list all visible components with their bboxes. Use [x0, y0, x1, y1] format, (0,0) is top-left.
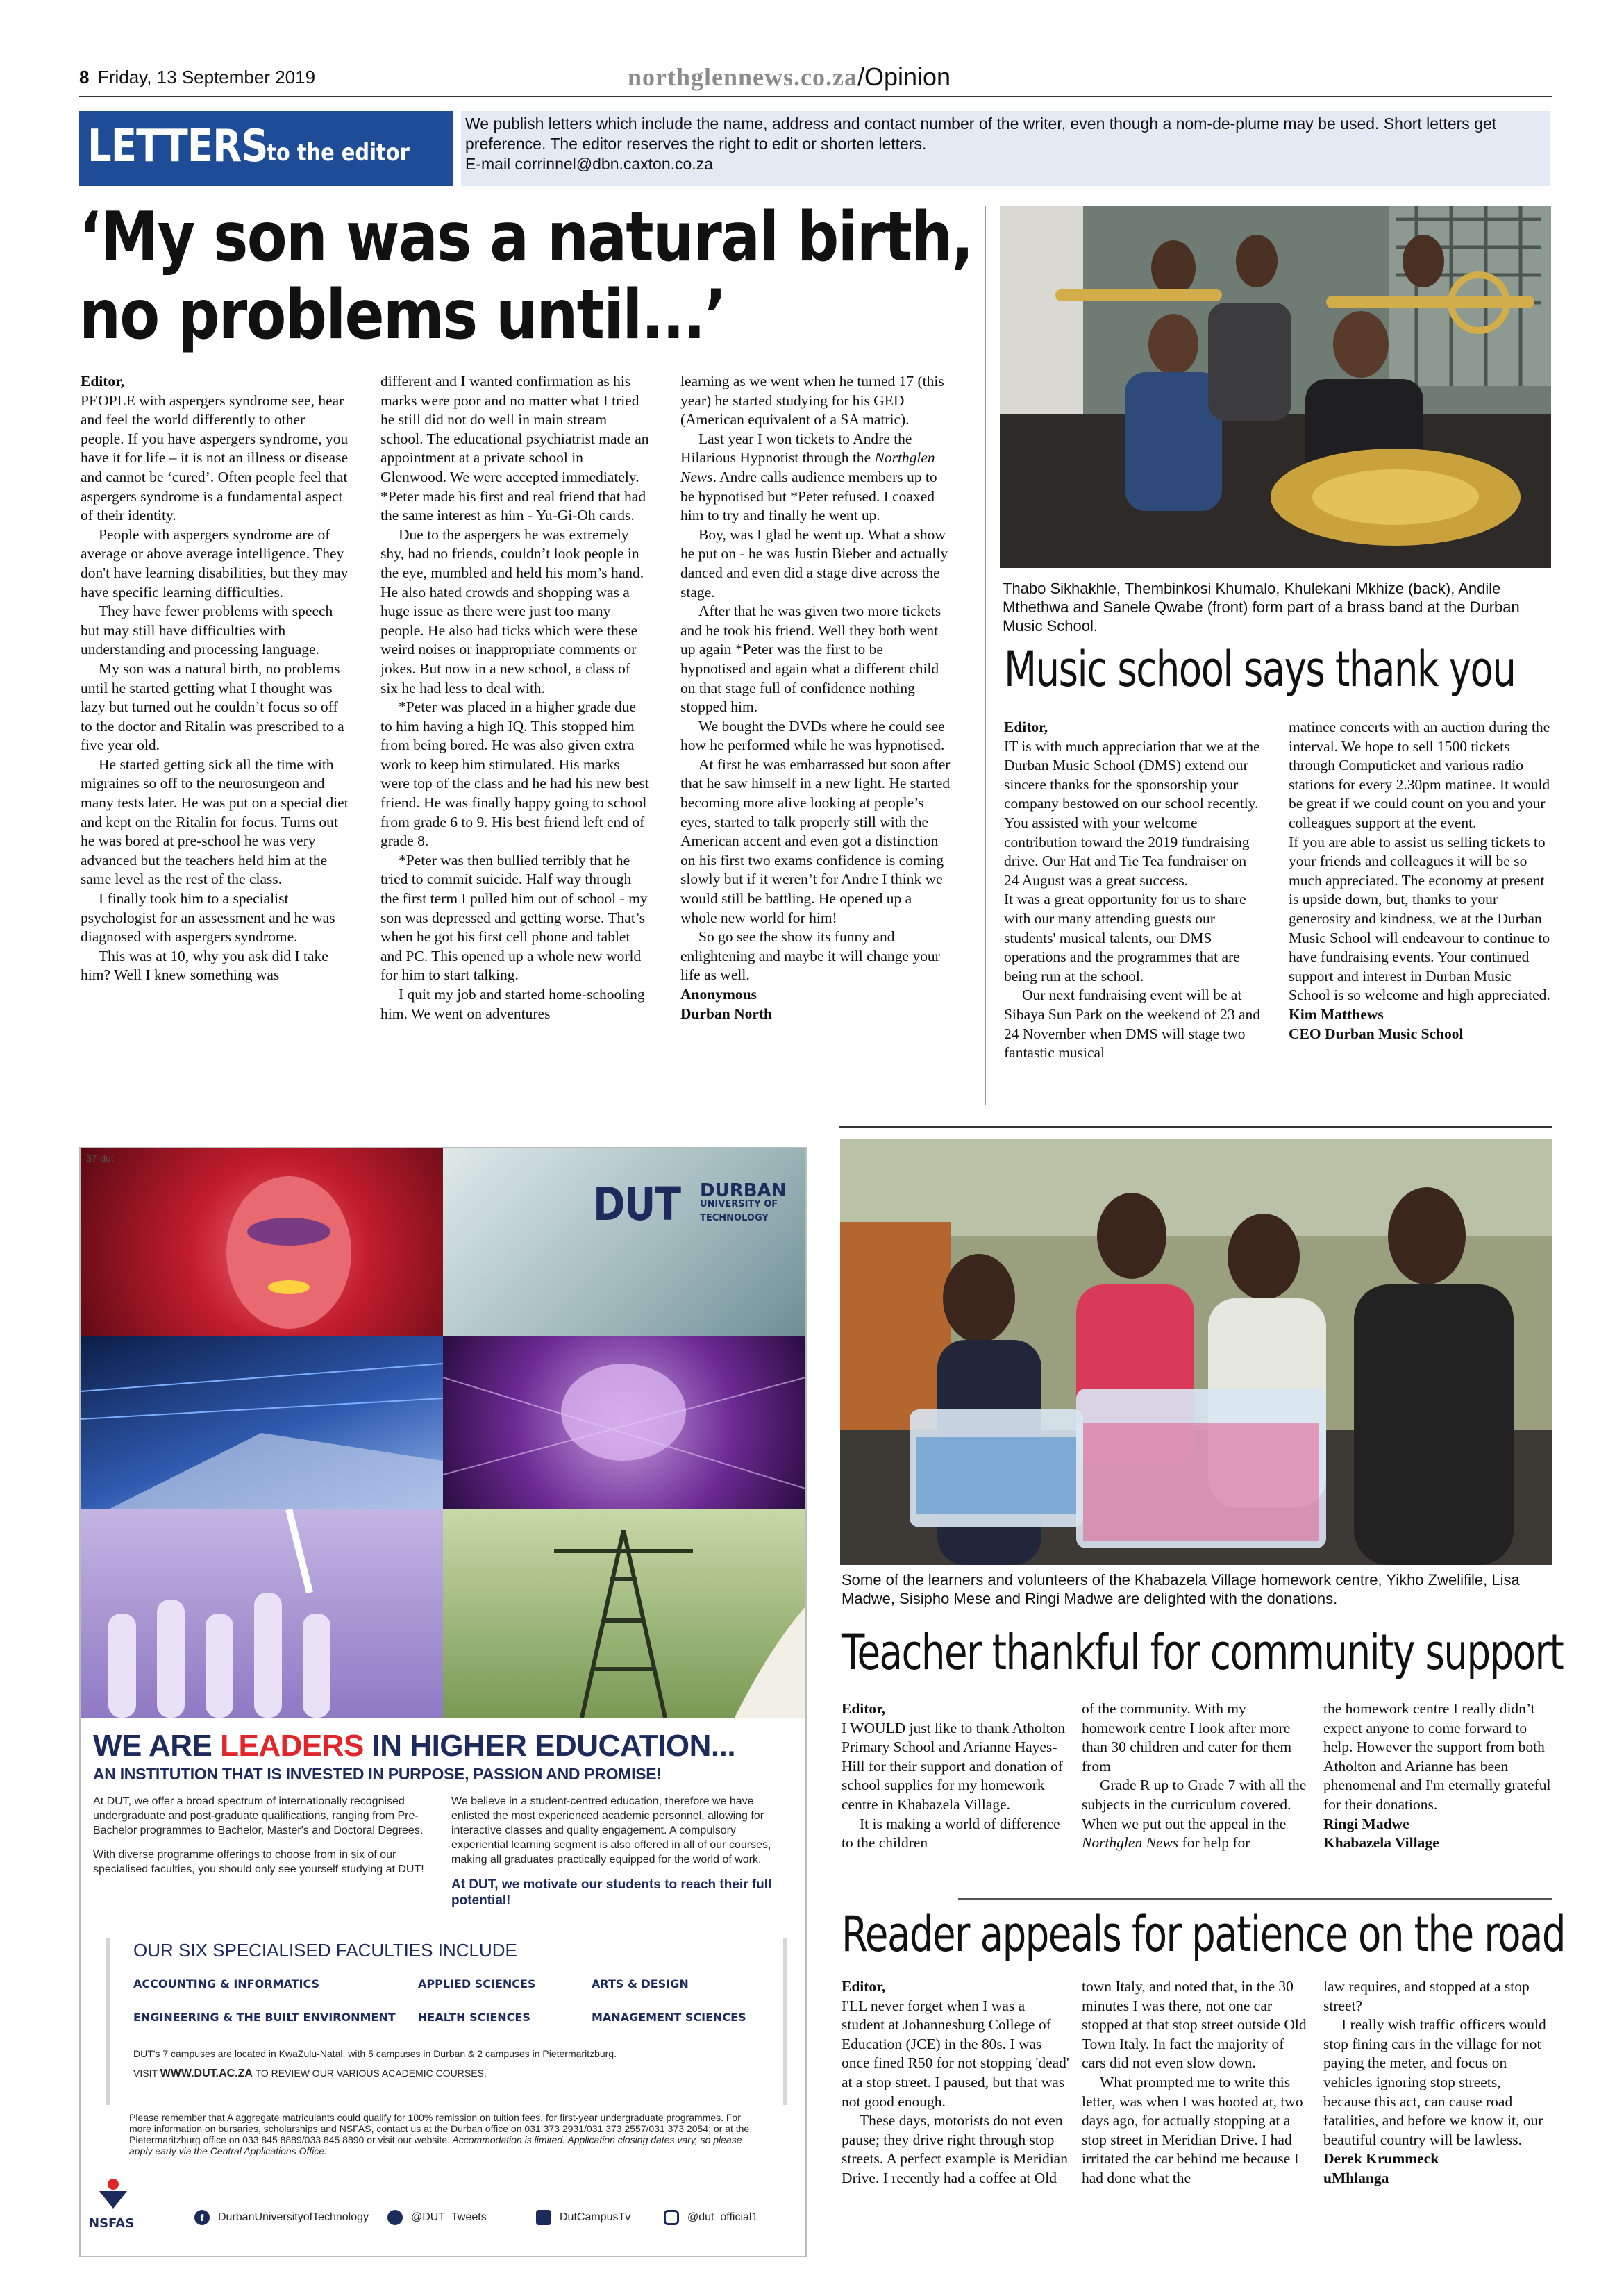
- paragraph: Anonymous: [680, 986, 757, 1003]
- paragraph: Editor,: [81, 373, 125, 389]
- letter1-headline-line1: ‘My son was a natural birth,: [79, 198, 973, 277]
- ad-right-text: [451, 1794, 785, 1909]
- paragraph: I WOULD just like to thank Atholton Primary School and Arianne Hayes-Hill for their support and donation of school supplies for my homework centre in Khabazela Village.: [842, 1719, 1066, 1813]
- faculties-title: OUR SIX SPECIALISED FACULTIES INCLUDE: [133, 1940, 517, 1961]
- reader-headline: Reader appeals for patience on the road: [842, 1906, 1565, 1963]
- page-number: 8: [79, 67, 90, 87]
- faculty-4: ENGINEERING & THE BUILT ENVIRONMENT: [133, 2011, 396, 2024]
- ad-social-bar: [194, 2205, 792, 2230]
- ad-left-p1: At DUT, we offer a broad spectrum of internationally recognised undergraduate and post-graduate qualifications, ranging from Pre-Bachelor programmes to Bachelor, Master's and Doctoral Degrees.: [93, 1795, 424, 1836]
- dut-logo-mark: DUT: [593, 1178, 680, 1231]
- homework-centre-illustration: [840, 1139, 1552, 1565]
- faculty-3: ARTS & DESIGN: [592, 1977, 689, 1991]
- paragraph: *Peter was then bullied terribly that he tried to commit suicide. Half way through the first term I pulled him out of school - my son was depressed and getting worse. That’s when he got his first cell phone and tablet and PC. This opened up a whole new world for him to start talking.: [380, 851, 648, 984]
- nsfas-logo: [89, 2170, 137, 2219]
- paragraph: Last year I won tickets to Andre the Hilarious Hypnotist through the Northglen News. Andre calls audience members up to be hypnotised but *Peter refused. I coaxed him to try and finally he went up.: [680, 430, 937, 524]
- ad-laptop-art: [81, 1336, 443, 1509]
- faculty-6: MANAGEMENT SCIENCES: [592, 2011, 746, 2024]
- music-column-2: [1289, 718, 1552, 1044]
- teacher-headline: Teacher thankful for community support: [842, 1624, 1564, 1681]
- dut-logo-line1: DURBAN: [700, 1180, 787, 1201]
- reader-column-1: [842, 1977, 1069, 2188]
- paragraph: People with aspergers syndrome are of average or above average intelligence. They don't have learning disabilities, but they may have specific learning difficulties.: [81, 526, 349, 601]
- instagram-icon[interactable]: [664, 2210, 679, 2225]
- paragraph: different and I wanted confirmation as his marks were poor and no matter what I tried he still did not do well in main stream school. The educational psychiatrist made an appointment at a private school in Glenwood. We were accepted immediately. *Peter made his first and real friend that had the same interest as him - Yu-Gi-Oh cards.: [380, 373, 649, 524]
- paragraph: What prompted me to write this letter, was when I was hooted at, two days ago, for actually stopping at a stop street in Meridian Drive. I had irritated the car behind me because I had done what the: [1082, 2073, 1303, 2186]
- paragraph: uMhlanga: [1323, 2169, 1389, 2186]
- ad-pylon-art: [443, 1509, 805, 1718]
- ad-right-p2: At DUT, we motivate our students to reach their full potential!: [451, 1877, 772, 1908]
- paragraph: They have fewer problems with speech but may still have difficulties with understanding and processing language.: [81, 603, 333, 658]
- ad-fine-print: [129, 2112, 754, 2156]
- visit-text: [133, 2068, 487, 2080]
- paragraph: PEOPLE with aspergers syndrome see, hear and feel the world differently to other people. If you have aspergers syndrome, you have it for life – it is not an illness or disease and cannot be ‘cured’. Often people feel that aspergers syndrome is a fundamental aspect of their identity.: [81, 392, 349, 524]
- paragraph: It is making a world of difference to the children: [842, 1815, 1060, 1852]
- ad-left-text: [93, 1794, 426, 1877]
- ad-right-p1: We believe in a student-centred education, therefore we have enlisted the most experienced academic personnel, allowing for interactive classes and quality engagement. A compulsory experiential learning segment is also offered in all of our courses, making all graduates practically equipped for the world of work.: [451, 1795, 771, 1866]
- letters-title: LETTERS: [87, 121, 268, 172]
- site-section: [628, 62, 951, 92]
- ad-image-face: [81, 1148, 443, 1336]
- publication-name: Northglen News: [1082, 1834, 1179, 1852]
- letter1-column-2: [380, 372, 651, 1023]
- fine-print-italic: Accommodation is limited. Application closing dates vary, so please apply early via the Central Applications Office.: [129, 2134, 742, 2156]
- brass-band-caption: Thabo Sikhakhle, Thembinkosi Khumalo, Khulekani Mkhize (back), Andile Mthethwa and Sanele Qwabe (front) form part of a brass band at the Durban Music School.: [1003, 580, 1520, 635]
- music-column-1: [1004, 718, 1265, 1063]
- paragraph: After that he was given two more tickets and he took his friend. Well they both went up again *Peter was the first to be hypnotised and again what a different child on that stage full of confidence nothing stopped him.: [680, 603, 941, 716]
- ad-image-lab: [443, 1148, 805, 1336]
- notice-email: E-mail corrinnel@dbn.caxton.co.za: [465, 155, 714, 173]
- ad-brain-art: [443, 1336, 805, 1509]
- paragraph: It was a great opportunity for us to share with our many attending guests our students' musical talents, our DMS operations and the programmes that are being run at the school.: [1004, 891, 1246, 984]
- homework-centre-photo: [840, 1139, 1552, 1565]
- teacher-column-3: [1323, 1700, 1551, 1853]
- letters-notice: [461, 111, 1550, 186]
- campuses-text: DUT's 7 campuses are located in KwaZulu-Natal, with 5 campuses in Durban & 2 campuses in Pietermaritzburg.: [133, 2048, 617, 2059]
- facebook-handle[interactable]: DurbanUniversityofTechnology: [218, 2211, 369, 2223]
- paragraph: the homework centre I really didn’t expect anyone to come forward to help. However the support from both Atholton and Arianne has been phenomenal and I'm eternally grateful for their donations.: [1323, 1700, 1551, 1813]
- nsfas-label: NSFAS: [89, 2216, 135, 2231]
- header-rule: [79, 96, 1552, 97]
- paragraph: learning as we went when he turned 17 (this year) he started studying for his GED (American equivalent of a SA matric).: [680, 373, 944, 428]
- paragraph: He started getting sick all the time with migraines so off to the neurosurgeon and many tests later. He was put on a special diet and kept on the Ritalin for focus. Turns out he was bored at pre-school he was very advanced but the teachers held him at the same level as the rest of the class.: [81, 755, 349, 888]
- paragraph: I finally took him to a specialist psychologist for an assessment and he was diagnosed with aspergers syndrome.: [81, 890, 335, 946]
- notice-text: We publish letters which include the name, address and contact number of the writer, even though a nom-de-plume may be used. Short letters get preference. The editor reserves the right to edit or shorten letters.: [465, 115, 1497, 153]
- ad-subhead: AN INSTITUTION THAT IS INVESTED IN PURPOSE, PASSION AND PROMISE!: [93, 1765, 662, 1783]
- ad-left-p2: With diverse programme offerings to choose from in six of our specialised faculties, you should only see yourself studying at DUT!: [93, 1849, 424, 1875]
- dut-advert: [79, 1147, 807, 2257]
- ad-face-art: [81, 1148, 443, 1336]
- paragraph: I quit my job and started home-schooling him. We went on adventures: [380, 986, 645, 1022]
- dut-logo-text: [700, 1180, 787, 1225]
- paragraph: matinee concerts with an auction during the interval. We hope to sell 1500 tickets through Computicket and various radio stations for every 2.30pm matinee. It would be great if we could count on you and your colleagues support at the event.: [1289, 719, 1550, 831]
- ad-headline-c: IN HIGHER EDUCATION...: [363, 1729, 736, 1763]
- visit-b: TO REVIEW OUR VARIOUS ACADEMIC COURSES.: [252, 2068, 487, 2079]
- paragraph: law requires, and stopped at a stop street?: [1323, 1978, 1530, 2014]
- paragraph: Grade R up to Grade 7 with all the subjects in the curriculum covered. When we put out the appeal in the Northglen News for help for: [1082, 1777, 1307, 1852]
- visit-url[interactable]: WWW.DUT.AC.ZA: [160, 2068, 253, 2079]
- youtube-icon[interactable]: [536, 2210, 551, 2225]
- paragraph: We bought the DVDs where he could see how he performed while he was hypnotised.: [680, 717, 945, 754]
- paragraph: Derek Krummeck: [1323, 2150, 1439, 2168]
- paragraph: *Peter was placed in a higher grade due to him having a high IQ. This stopped him from being bored. He was also given extra work to keep him stimulated. His marks were top of the class and he had his new best friend. He was finally happy going to school from grade 6 to 9. His best friend left end of grade 8.: [380, 698, 649, 850]
- letter1-column-3: [680, 372, 951, 1023]
- facebook-icon[interactable]: f: [194, 2210, 210, 2225]
- fine-print: Please remember that A aggregate matriculants could qualify for 100% remission on tuition fees, for first-year undergraduate programmes. For more information on bursaries, scholarships and NSFAS, contact us at the Durban office on 031 373 2931/031 373 2557/031 373 2054; or at the Pietermaritzburg office on 033 845 8889/033 845 8890 or visit our website.: [129, 2112, 750, 2145]
- paragraph: Boy, was I glad he went up. What a show he put on - he was Justin Bieber and actually danced and even did a stage dive across the stage.: [680, 526, 948, 601]
- letters-subtitle: to the editor: [267, 139, 410, 167]
- paragraph: I'LL never forget when I was a student at Johannesburg College of Education (JCE) in the 80s. I was once fined R50 for not stopping 'dead' at a stop street. I paused, but that was not good enough.: [842, 1997, 1069, 2110]
- ad-image-brain: [443, 1336, 805, 1509]
- letters-banner: [79, 111, 453, 186]
- column-divider: [985, 206, 986, 1105]
- paragraph: Due to the aspergers he was extremely shy, had no friends, couldn’t look people in the eye, mumbled and held his mom’s hand. He also hated crowds and shopping was a huge issue as there were just too many people. He also had ticks which were these weird noises or inappropriate comments or jokes. But now in a new school, a class of six he had less to deal with.: [380, 526, 644, 696]
- faculty-1: ACCOUNTING & INFORMATICS: [133, 1977, 320, 1991]
- dut-logo-line3: TECHNOLOGY: [700, 1212, 769, 1223]
- ad-tubes-art: [81, 1509, 443, 1718]
- publication-name: Northglen News: [680, 449, 935, 485]
- letter1-headline: [79, 198, 973, 355]
- paragraph: Editor,: [1004, 719, 1048, 735]
- letter1-headline-line2: no problems until...’: [79, 276, 726, 355]
- faculty-5: HEALTH SCIENCES: [418, 2011, 530, 2024]
- music-headline: Music school says thank you: [1004, 641, 1516, 698]
- paragraph: This was at 10, why you ask did I take him? Well I knew something was: [81, 947, 328, 984]
- ad-image-pylon: [443, 1509, 805, 1718]
- instagram-handle[interactable]: @dut_official1: [687, 2211, 758, 2223]
- twitter-icon[interactable]: [387, 2210, 403, 2225]
- teacher-column-2: [1082, 1700, 1309, 1853]
- letter1-column-1: [81, 372, 351, 985]
- paragraph: IT is with much appreciation that we at the Durban Music School (DMS) extend our sincere thanks for the sponsorship your company bestowed on our school recently. You assisted with your welcome contribution toward the 2019 fundraising drive. Our Hat and Tie Tea fundraiser on 24 August was a great success.: [1004, 737, 1260, 889]
- ad-image-tubes: [81, 1509, 443, 1718]
- paragraph: I really wish traffic officers would stop fining cars in the village for not paying the meter, and focus on vehicles ignoring stop streets, because this act, can cause road fatalities, and before we know it, our beautiful country will be lawless.: [1323, 2016, 1546, 2148]
- ad-image-laptop: [81, 1336, 443, 1509]
- site-name: northglennews.co.za: [628, 63, 857, 91]
- faculty-2: APPLIED SCIENCES: [418, 1977, 536, 1991]
- paragraph: At first he was embarrassed but soon after that he saw himself in a new light. He started becoming more alive looking at people’s eyes, started to talk properly still with the American accent and even got a distinction on his first two exams confidence is coming slowly but if it weren’t for Andre I think we would still be battling. He opened up a whole new world for him!: [680, 755, 951, 926]
- paragraph: Durban North: [680, 1005, 773, 1022]
- paragraph: Ringi Madwe: [1323, 1815, 1409, 1832]
- twitter-handle[interactable]: @DUT_Tweets: [411, 2211, 487, 2223]
- ad-headline-a: WE ARE: [93, 1729, 221, 1763]
- issue-date: Friday, 13 September 2019: [97, 67, 316, 87]
- visit-a: VISIT: [133, 2068, 160, 2079]
- brass-band-illustration: [1000, 206, 1551, 568]
- section-name: /Opinion: [857, 62, 951, 91]
- nsfas-emblem-icon: [89, 2170, 137, 2219]
- paragraph: Editor,: [842, 1700, 886, 1717]
- paragraph: Kim Matthews: [1289, 1005, 1384, 1023]
- teacher-column-1: [842, 1700, 1069, 1853]
- paragraph: Khabazela Village: [1323, 1834, 1439, 1852]
- reader-column-3: [1323, 1977, 1551, 2188]
- reader-rule: [958, 1898, 1552, 1900]
- paragraph: My son was a natural birth, no problems until he started getting what I thought was lazy but turned out he couldn’t focus so off to the doctor and Ritalin was prescribed to a five year old.: [81, 660, 344, 754]
- paragraph: If you are able to assist us selling tickets to your friends and colleagues it will be so much appreciated. The economy at present is upside down, but, thanks to your generosity and kindness, we at the Durban Music School will endeavour to continue to have fundraising events. Your continued support and interest in Durban Music School is so welcome and high appreciated.: [1289, 833, 1550, 1004]
- faculties-box: [106, 1938, 787, 2105]
- ad-headline: [93, 1729, 735, 1763]
- paragraph: CEO Durban Music School: [1289, 1025, 1464, 1042]
- reader-column-2: [1082, 1977, 1309, 2188]
- paragraph: of the community. With my homework centre I look after more than 30 children and cater for them from: [1082, 1700, 1292, 1775]
- paragraph: Our next fundraising event will be at Sibaya Sun Park on the weekend of 23 and 24 November when DMS will stage two fantastic musical: [1004, 987, 1261, 1062]
- paragraph: town Italy, and noted that, in the 30 minutes I was there, not one car stopped at that stop street outside Old Town Italy. In fact the majority of cars did not even slow down.: [1082, 1978, 1307, 2072]
- dut-logo-line2: UNIVERSITY OF: [700, 1198, 778, 1209]
- paragraph: These days, motorists do not even pause; they drive right through stop streets. A perfect example is Meridian Drive. I recently had a coffee at Old: [842, 2112, 1068, 2186]
- homework-centre-caption: Some of the learners and volunteers of the Khabazela Village homework centre, Yikho Zwelifile, Lisa Madwe, Sisipho Mese and Ringi Madwe are delighted with the donations.: [842, 1571, 1520, 1607]
- dut-logo: [593, 1178, 786, 1231]
- ad-tag: 37-dut: [86, 1153, 114, 1164]
- brass-band-photo: [1000, 206, 1551, 568]
- youtube-handle[interactable]: DutCampusTv: [560, 2211, 631, 2223]
- ad-headline-leaders: LEADERS: [220, 1729, 364, 1763]
- paragraph: So go see the show its funny and enlightening and maybe it will change your life as well.: [680, 928, 940, 984]
- section-rule: [839, 1126, 1552, 1128]
- paragraph: Editor,: [842, 1978, 886, 1995]
